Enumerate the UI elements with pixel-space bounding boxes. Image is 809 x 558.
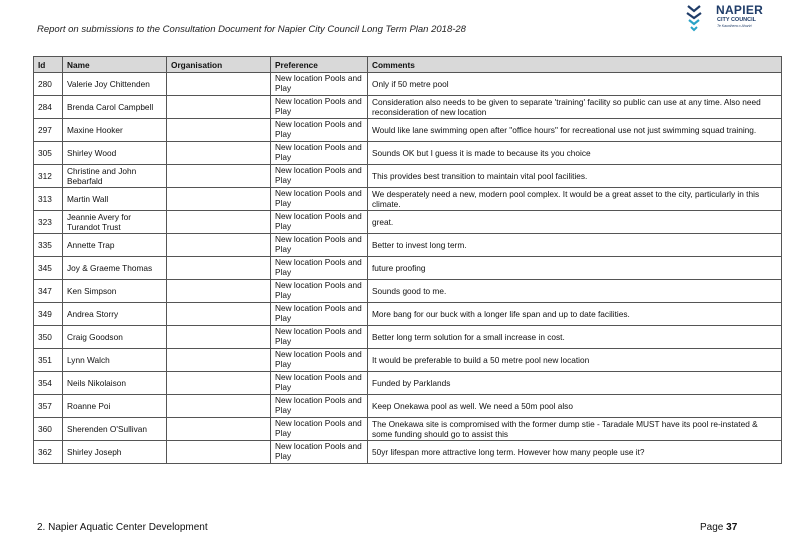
table-row [34, 211, 782, 234]
cell-organisation [167, 234, 271, 257]
header-comments: Comments [368, 57, 782, 73]
cell-comment: More bang for our buck with a longer life span and up to date facilities. [368, 303, 782, 326]
cell-organisation [167, 326, 271, 349]
cell-name: Valerie Joy Chittenden [63, 73, 167, 96]
cell-organisation [167, 142, 271, 165]
table-row [34, 96, 782, 119]
table-row [34, 73, 782, 96]
napier-logo [680, 0, 780, 40]
cell-organisation [167, 73, 271, 96]
cell-id: 345 [34, 257, 63, 280]
cell-preference: New location Pools and Play [271, 372, 368, 395]
cell-id: 347 [34, 280, 63, 303]
cell-comment: Funded by Parklands [368, 372, 782, 395]
cell-comment: future proofing [368, 257, 782, 280]
cell-organisation [167, 257, 271, 280]
table-row [34, 234, 782, 257]
cell-name: Joy & Graeme Thomas [63, 257, 167, 280]
table-header-row [34, 57, 782, 73]
cell-preference: New location Pools and Play [271, 349, 368, 372]
table-row [34, 349, 782, 372]
cell-id: 297 [34, 119, 63, 142]
cell-id: 323 [34, 211, 63, 234]
cell-organisation [167, 188, 271, 211]
header-preference: Preference [271, 57, 368, 73]
cell-preference: New location Pools and Play [271, 73, 368, 96]
cell-name: Shirley Wood [63, 142, 167, 165]
cell-organisation [167, 441, 271, 464]
table-row [34, 119, 782, 142]
cell-id: 354 [34, 372, 63, 395]
cell-organisation [167, 119, 271, 142]
table-row [34, 142, 782, 165]
cell-id: 362 [34, 441, 63, 464]
page-label: Page [700, 522, 724, 533]
cell-id: 360 [34, 418, 63, 441]
footer-page [700, 522, 737, 533]
cell-organisation [167, 165, 271, 188]
cell-name: Sherenden O'Sullivan [63, 418, 167, 441]
cell-organisation [167, 395, 271, 418]
logo-subtitle: CITY COUNCIL [717, 17, 757, 23]
cell-comment: Only if 50 metre pool [368, 73, 782, 96]
cell-id: 350 [34, 326, 63, 349]
cell-preference: New location Pools and Play [271, 119, 368, 142]
cell-comment: The Onekawa site is compromised with the former dump stie - Taradale MUST have its pool re-instated & some funding should go to assist this [368, 418, 782, 441]
cell-comment: Would like lane swimming open after "office hours" for recreational use not just swimming squad training. [368, 119, 782, 142]
cell-name: Annette Trap [63, 234, 167, 257]
cell-organisation [167, 349, 271, 372]
cell-name: Christine and John Bebarfald [63, 165, 167, 188]
cell-organisation [167, 96, 271, 119]
cell-organisation [167, 280, 271, 303]
cell-preference: New location Pools and Play [271, 280, 368, 303]
cell-name: Roanne Poi [63, 395, 167, 418]
cell-comment: We desperately need a new, modern pool complex. It would be a great asset to the city, particularly in this climate. [368, 188, 782, 211]
header-id: Id [34, 57, 63, 73]
report-title: Report on submissions to the Consultation Document for Napier City Council Long Term Plan 2018-28 [37, 24, 466, 35]
cell-comment: Better long term solution for a small increase in cost. [368, 326, 782, 349]
submissions-table [33, 56, 782, 464]
table-row [34, 441, 782, 464]
cell-organisation [167, 418, 271, 441]
cell-preference: New location Pools and Play [271, 257, 368, 280]
cell-comment: Consideration also needs to be given to separate 'training' facility so public can use at any time. Also need reconsideration of new location [368, 96, 782, 119]
cell-name: Maxine Hooker [63, 119, 167, 142]
cell-name: Brenda Carol Campbell [63, 96, 167, 119]
cell-name: Craig Goodson [63, 326, 167, 349]
cell-id: 284 [34, 96, 63, 119]
cell-preference: New location Pools and Play [271, 326, 368, 349]
table-row [34, 303, 782, 326]
header-organisation: Organisation [167, 57, 271, 73]
cell-comment: Sounds good to me. [368, 280, 782, 303]
cell-comment: Better to invest long term. [368, 234, 782, 257]
cell-preference: New location Pools and Play [271, 165, 368, 188]
cell-id: 280 [34, 73, 63, 96]
cell-preference: New location Pools and Play [271, 211, 368, 234]
cell-name: Lynn Walch [63, 349, 167, 372]
cell-name: Neils Nikolaison [63, 372, 167, 395]
table-row [34, 395, 782, 418]
table-row [34, 188, 782, 211]
cell-name: Andrea Storry [63, 303, 167, 326]
cell-id: 351 [34, 349, 63, 372]
cell-preference: New location Pools and Play [271, 418, 368, 441]
cell-id: 357 [34, 395, 63, 418]
cell-preference: New location Pools and Play [271, 441, 368, 464]
table-row [34, 418, 782, 441]
cell-name: Ken Simpson [63, 280, 167, 303]
footer-section: 2. Napier Aquatic Center Development [37, 522, 208, 533]
cell-organisation [167, 372, 271, 395]
logo-maori-name: Te Kaunihera o Ahuriri [717, 24, 752, 28]
cell-id: 313 [34, 188, 63, 211]
cell-comment: Keep Onekawa pool as well. We need a 50m pool also [368, 395, 782, 418]
cell-comment: 50yr lifespan more attractive long term. However how many people use it? [368, 441, 782, 464]
table-row [34, 165, 782, 188]
page-number: 37 [726, 522, 738, 533]
cell-id: 312 [34, 165, 63, 188]
cell-preference: New location Pools and Play [271, 142, 368, 165]
table-row [34, 372, 782, 395]
cell-name: Jeannie Avery for Turandot Trust [63, 211, 167, 234]
table-row [34, 280, 782, 303]
header-name: Name [63, 57, 167, 73]
cell-preference: New location Pools and Play [271, 303, 368, 326]
cell-name: Shirley Joseph [63, 441, 167, 464]
cell-preference: New location Pools and Play [271, 188, 368, 211]
cell-id: 349 [34, 303, 63, 326]
cell-id: 335 [34, 234, 63, 257]
cell-comment: great. [368, 211, 782, 234]
cell-preference: New location Pools and Play [271, 96, 368, 119]
cell-name: Martin Wall [63, 188, 167, 211]
cell-organisation [167, 303, 271, 326]
cell-id: 305 [34, 142, 63, 165]
table-row [34, 326, 782, 349]
cell-comment: This provides best transition to maintain vital pool facilities. [368, 165, 782, 188]
cell-preference: New location Pools and Play [271, 395, 368, 418]
logo-name: NAPIER [716, 3, 764, 17]
cell-comment: Sounds OK but I guess it is made to because its you choice [368, 142, 782, 165]
cell-organisation [167, 211, 271, 234]
cell-preference: New location Pools and Play [271, 234, 368, 257]
cell-comment: It would be preferable to build a 50 metre pool new location [368, 349, 782, 372]
napier-logo-icon [684, 2, 714, 36]
table-row [34, 257, 782, 280]
